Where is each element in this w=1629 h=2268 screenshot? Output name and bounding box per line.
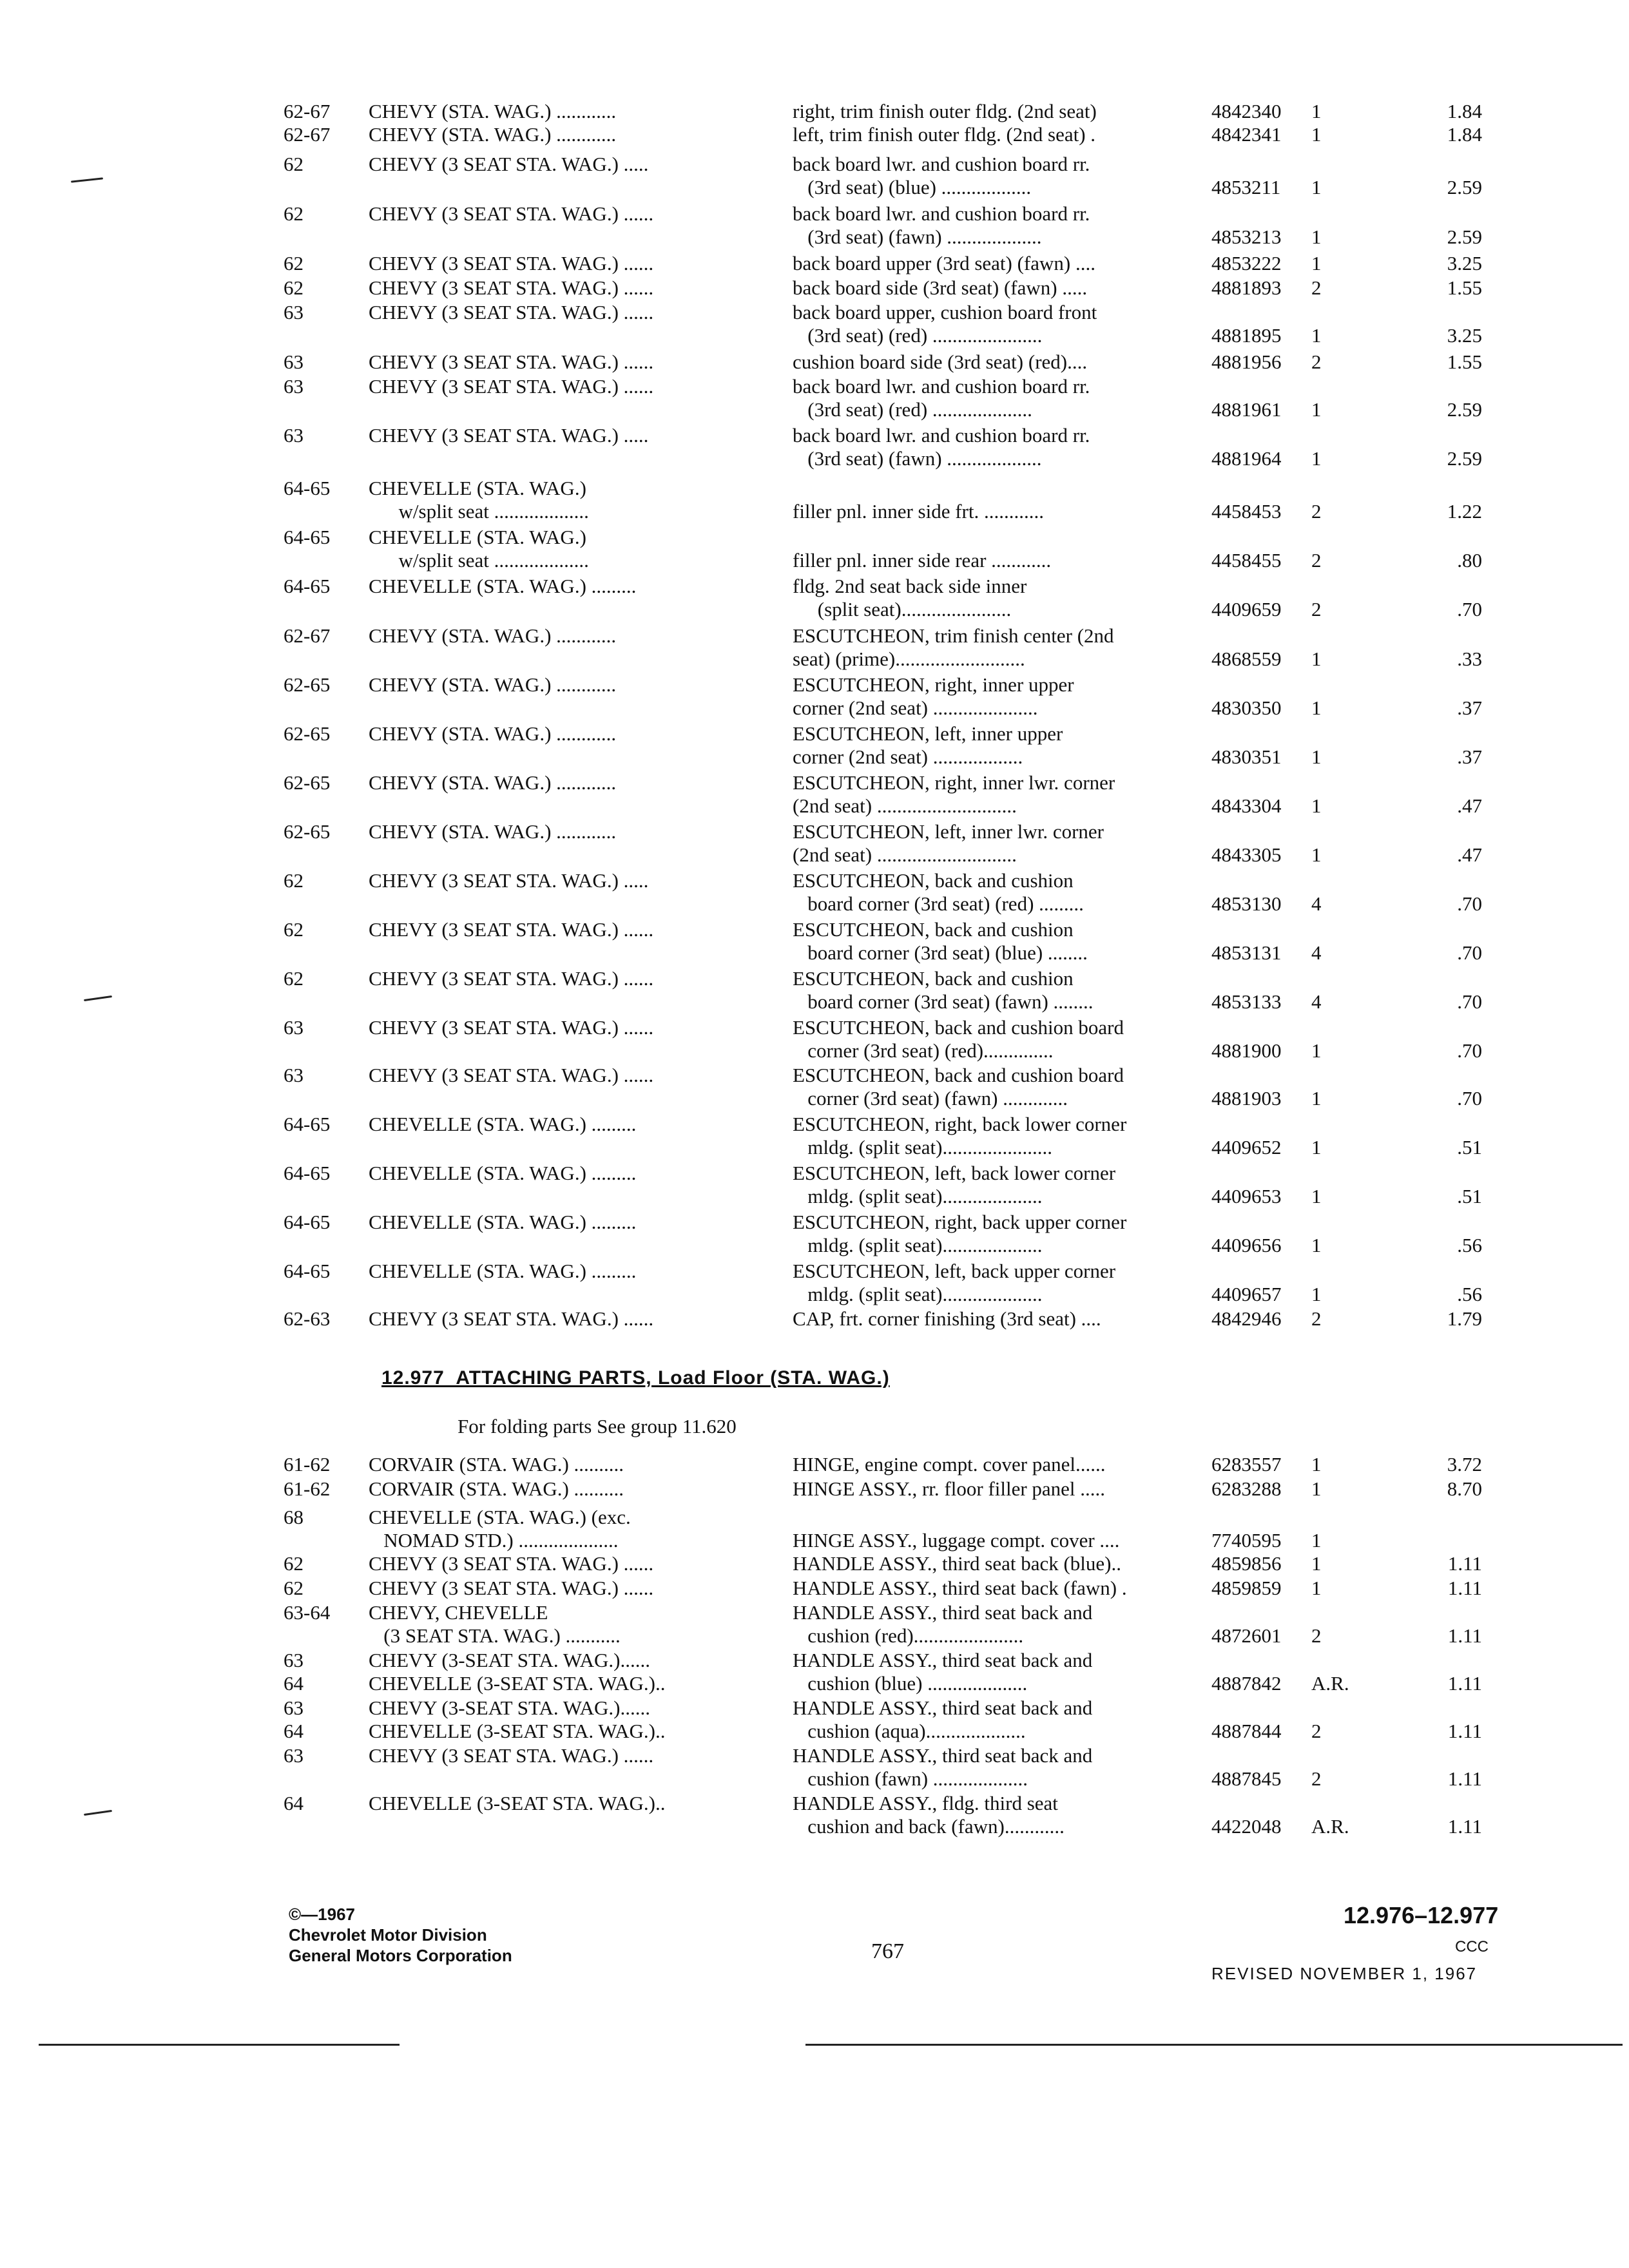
description-cell: ESCUTCHEON, back and cushion board (793, 1016, 1124, 1039)
description-cell: corner (3rd seat) (red).............. (793, 1039, 1054, 1062)
price-cell: 1.84 (1447, 100, 1482, 122)
quantity-cell: 1 (1311, 1136, 1322, 1158)
year-cell: 62-67 (284, 100, 331, 122)
description-cell: mldg. (split seat)...................... (793, 1136, 1052, 1158)
quantity-cell: 2 (1311, 1307, 1322, 1330)
description-cell: ESCUTCHEON, trim finish center (2nd (793, 624, 1114, 647)
year-cell: 63-64 (284, 1601, 331, 1624)
margin-mark (84, 1810, 112, 1816)
quantity-cell: 2 (1311, 500, 1322, 523)
price-cell: 1.55 (1447, 351, 1482, 373)
year-cell: 62 (284, 202, 304, 225)
description-cell: corner (3rd seat) (fawn) ............. (793, 1087, 1068, 1110)
model-cell: CHEVY (3 SEAT STA. WAG.) ...... (369, 1064, 654, 1086)
quantity-cell: 1 (1311, 1185, 1322, 1207)
price-cell: .80 (1457, 549, 1482, 572)
division-name: Chevrolet Motor Division (289, 1925, 487, 1945)
revised-date: REVISED NOVEMBER 1, 1967 (1211, 1964, 1478, 1983)
price-cell: 2.59 (1447, 398, 1482, 421)
price-cell: .70 (1457, 892, 1482, 915)
description-cell: cushion and back (fawn)............ (793, 1815, 1065, 1838)
description-cell: ESCUTCHEON, right, inner lwr. corner (793, 771, 1115, 794)
description-cell: ESCUTCHEON, back and cushion (793, 918, 1074, 941)
quantity-cell: 1 (1311, 697, 1322, 719)
part-number-cell: 4881956 (1211, 351, 1282, 373)
part-number-cell: 4843305 (1211, 843, 1282, 866)
year-cell: 62 (284, 869, 304, 892)
year-cell: 62 (284, 918, 304, 941)
description-cell: filler pnl. inner side frt. ............ (793, 500, 1044, 523)
year-cell: 64-65 (284, 477, 331, 499)
description-cell: (3rd seat) (blue) .................. (793, 176, 1032, 198)
description-cell: cushion (blue) .................... (793, 1672, 1028, 1695)
year-cell: 64 (284, 1720, 304, 1742)
year-cell: 64 (284, 1672, 304, 1695)
part-number-cell: 4881895 (1211, 324, 1282, 347)
price-cell: 3.25 (1447, 252, 1482, 274)
price-cell: 1.11 (1447, 1815, 1482, 1838)
description-cell: ESCUTCHEON, left, inner lwr. corner (793, 820, 1104, 843)
year-cell: 62 (284, 967, 304, 990)
description-cell: (3rd seat) (fawn) ................... (793, 226, 1042, 248)
model-cell: CHEVY (3 SEAT STA. WAG.) ...... (369, 375, 654, 398)
divider-line (39, 2044, 400, 2046)
model-cell: CHEVELLE (3-SEAT STA. WAG.).. (369, 1672, 666, 1695)
description-cell: ESCUTCHEON, right, inner upper (793, 673, 1074, 696)
description-cell: back board lwr. and cushion board rr. (793, 375, 1090, 398)
price-cell: .33 (1457, 648, 1482, 670)
description-cell: ESCUTCHEON, back and cushion (793, 869, 1074, 892)
description-cell: ESCUTCHEON, back and cushion board (793, 1064, 1124, 1086)
price-cell: .51 (1457, 1185, 1482, 1207)
part-number-cell: 4830350 (1211, 697, 1282, 719)
year-cell: 62 (284, 153, 304, 175)
quantity-cell: 4 (1311, 990, 1322, 1013)
divider-line (805, 2044, 1623, 2046)
quantity-cell: 4 (1311, 892, 1322, 915)
price-cell: .56 (1457, 1234, 1482, 1256)
year-cell: 64-65 (284, 1113, 331, 1135)
price-cell: 1.22 (1447, 500, 1482, 523)
part-number-cell: 4881893 (1211, 276, 1282, 299)
model-cell: CHEVY (3 SEAT STA. WAG.) ..... (369, 153, 649, 175)
model-cell: NOMAD STD.) .................... (369, 1529, 619, 1552)
price-cell: 3.25 (1447, 324, 1482, 347)
quantity-cell: 2 (1311, 351, 1322, 373)
model-cell: CHEVELLE (STA. WAG.) (369, 526, 586, 548)
model-cell: (3 SEAT STA. WAG.) ........... (369, 1624, 621, 1647)
description-cell: corner (2nd seat) ..................... (793, 697, 1038, 719)
description-cell: board corner (3rd seat) (blue) ........ (793, 941, 1088, 964)
quantity-cell: A.R. (1311, 1815, 1349, 1838)
year-cell: 63 (284, 375, 304, 398)
part-number-cell: 4458453 (1211, 500, 1282, 523)
model-cell: CHEVY (3 SEAT STA. WAG.) ...... (369, 1577, 654, 1599)
description-cell: back board upper, cushion board front (793, 301, 1097, 323)
model-cell: CORVAIR (STA. WAG.) .......... (369, 1453, 624, 1475)
description-cell: cushion (red)...................... (793, 1624, 1024, 1647)
model-cell: CHEVELLE (STA. WAG.) ......... (369, 1162, 637, 1184)
price-cell: .37 (1457, 697, 1482, 719)
copyright: ©—1967 (289, 1905, 355, 1924)
price-cell: .70 (1457, 1039, 1482, 1062)
part-number-cell: 4422048 (1211, 1815, 1282, 1838)
price-cell: .70 (1457, 1087, 1482, 1110)
model-cell: CHEVY (3 SEAT STA. WAG.) ...... (369, 252, 654, 274)
price-cell: 8.70 (1447, 1477, 1482, 1500)
part-number-cell: 4853133 (1211, 990, 1282, 1013)
year-cell: 63 (284, 1696, 304, 1719)
year-cell: 63 (284, 351, 304, 373)
model-cell: CHEVY (3 SEAT STA. WAG.) ...... (369, 918, 654, 941)
description-cell: (split seat)...................... (793, 598, 1012, 620)
quantity-cell: 1 (1311, 1552, 1322, 1575)
description-cell: ESCUTCHEON, left, back lower corner (793, 1162, 1116, 1184)
part-number-cell: 6283557 (1211, 1453, 1282, 1475)
quantity-cell: 1 (1311, 1477, 1322, 1500)
quantity-cell: 1 (1311, 226, 1322, 248)
model-cell: CHEVY (3 SEAT STA. WAG.) ...... (369, 967, 654, 990)
description-cell: HANDLE ASSY., third seat back (blue).. (793, 1552, 1122, 1575)
group-range: 12.976–12.977 (1344, 1902, 1499, 1928)
margin-mark (71, 177, 103, 182)
quantity-cell: 2 (1311, 276, 1322, 299)
description-cell: back board lwr. and cushion board rr. (793, 424, 1090, 447)
description-cell: HANDLE ASSY., third seat back and (793, 1601, 1093, 1624)
part-number-cell: 4853131 (1211, 941, 1282, 964)
year-cell: 63 (284, 424, 304, 447)
model-cell: CHEVY (STA. WAG.) ............ (369, 820, 617, 843)
year-cell: 64-65 (284, 1162, 331, 1184)
part-number-cell: 4830351 (1211, 745, 1282, 768)
part-number-cell: 4409652 (1211, 1136, 1282, 1158)
description-cell: fldg. 2nd seat back side inner (793, 575, 1027, 597)
description-cell: back board lwr. and cushion board rr. (793, 202, 1090, 225)
year-cell: 64-65 (284, 1260, 331, 1282)
quantity-cell: 1 (1311, 1234, 1322, 1256)
year-cell: 64 (284, 1792, 304, 1814)
price-cell: 1.55 (1447, 276, 1482, 299)
year-cell: 62-67 (284, 123, 331, 146)
description-cell: (3rd seat) (red) ...................... (793, 324, 1043, 347)
price-cell: .37 (1457, 745, 1482, 768)
margin-mark (84, 995, 112, 1001)
section-header: 12.977 ATTACHING PARTS, Load Floor (STA. WAG.) (381, 1367, 890, 1389)
description-cell: ESCUTCHEON, left, inner upper (793, 722, 1063, 745)
part-number-cell: 7740595 (1211, 1529, 1282, 1552)
price-cell: .47 (1457, 794, 1482, 817)
quantity-cell: 2 (1311, 1624, 1322, 1647)
year-cell: 62-65 (284, 673, 331, 696)
quantity-cell: 1 (1311, 794, 1322, 817)
price-cell: .56 (1457, 1283, 1482, 1305)
quantity-cell: 1 (1311, 176, 1322, 198)
model-cell: w/split seat ................... (369, 549, 589, 572)
description-cell: left, trim finish outer fldg. (2nd seat) . (793, 123, 1096, 146)
description-cell: board corner (3rd seat) (red) ......... (793, 892, 1084, 915)
quantity-cell: 1 (1311, 1039, 1322, 1062)
page-number: 767 (871, 1939, 904, 1963)
quantity-cell: 1 (1311, 123, 1322, 146)
quantity-cell: 2 (1311, 1720, 1322, 1742)
part-number-cell: 4842340 (1211, 100, 1282, 122)
model-cell: CHEVELLE (STA. WAG.) ......... (369, 1211, 637, 1233)
model-cell: CHEVY (STA. WAG.) ............ (369, 771, 617, 794)
part-number-cell: 4853222 (1211, 252, 1282, 274)
price-cell: 1.11 (1447, 1552, 1482, 1575)
model-cell: CHEVY (3 SEAT STA. WAG.) ...... (369, 301, 654, 323)
description-cell: HANDLE ASSY., third seat back and (793, 1744, 1093, 1767)
part-number-cell: 4843304 (1211, 794, 1282, 817)
model-cell: CHEVY (3 SEAT STA. WAG.) ...... (369, 276, 654, 299)
model-cell: CHEVY (3 SEAT STA. WAG.) ...... (369, 202, 654, 225)
year-cell: 68 (284, 1506, 304, 1528)
model-cell: CHEVY (STA. WAG.) ............ (369, 722, 617, 745)
model-cell: CHEVY (3 SEAT STA. WAG.) ...... (369, 351, 654, 373)
price-cell: 2.59 (1447, 176, 1482, 198)
description-cell: mldg. (split seat).................... (793, 1185, 1043, 1207)
year-cell: 61-62 (284, 1453, 331, 1475)
year-cell: 64-65 (284, 575, 331, 597)
year-cell: 62-67 (284, 624, 331, 647)
quantity-cell: 1 (1311, 398, 1322, 421)
year-cell: 63 (284, 1649, 304, 1671)
description-cell: HINGE ASSY., rr. floor filler panel ..... (793, 1477, 1106, 1500)
part-number-cell: 4853211 (1211, 176, 1281, 198)
description-cell: HINGE ASSY., luggage compt. cover .... (793, 1529, 1120, 1552)
price-cell: .70 (1457, 941, 1482, 964)
description-cell: HANDLE ASSY., third seat back (fawn) . (793, 1577, 1127, 1599)
year-cell: 63 (284, 1016, 304, 1039)
quantity-cell: 1 (1311, 100, 1322, 122)
quantity-cell: A.R. (1311, 1672, 1349, 1695)
description-cell: ESCUTCHEON, right, back upper corner (793, 1211, 1127, 1233)
model-cell: CHEVELLE (STA. WAG.) (exc. (369, 1506, 631, 1528)
price-cell: .70 (1457, 990, 1482, 1013)
model-cell: CHEVELLE (STA. WAG.) ......... (369, 575, 637, 597)
model-cell: CHEVY (3 SEAT STA. WAG.) ...... (369, 1016, 654, 1039)
quantity-cell: 1 (1311, 1283, 1322, 1305)
description-cell: back board lwr. and cushion board rr. (793, 153, 1090, 175)
part-number-cell: 4409656 (1211, 1234, 1282, 1256)
section-note: For folding parts See group 11.620 (458, 1415, 737, 1437)
description-cell: HANDLE ASSY., third seat back and (793, 1696, 1093, 1719)
price-cell: 1.11 (1447, 1624, 1482, 1647)
year-cell: 62-65 (284, 820, 331, 843)
part-number-cell: 4859856 (1211, 1552, 1282, 1575)
model-cell: CHEVELLE (3-SEAT STA. WAG.).. (369, 1792, 666, 1814)
price-cell: .51 (1457, 1136, 1482, 1158)
description-cell: mldg. (split seat).................... (793, 1234, 1043, 1256)
description-cell: (3rd seat) (red) .................... (793, 398, 1032, 421)
part-number-cell: 4853213 (1211, 226, 1282, 248)
quantity-cell: 1 (1311, 1577, 1322, 1599)
price-cell: .70 (1457, 598, 1482, 620)
price-cell: 1.11 (1447, 1577, 1482, 1599)
description-cell: mldg. (split seat).................... (793, 1283, 1043, 1305)
quantity-cell: 4 (1311, 941, 1322, 964)
part-number-cell: 4859859 (1211, 1577, 1282, 1599)
price-cell: .47 (1457, 843, 1482, 866)
quantity-cell: 1 (1311, 745, 1322, 768)
year-cell: 64-65 (284, 1211, 331, 1233)
description-cell: cushion board side (3rd seat) (red).... (793, 351, 1088, 373)
part-number-cell: 4881964 (1211, 447, 1282, 470)
description-cell: board corner (3rd seat) (fawn) ........ (793, 990, 1094, 1013)
model-cell: CHEVY (3-SEAT STA. WAG.)...... (369, 1649, 650, 1671)
part-number-cell: 4409659 (1211, 598, 1282, 620)
price-cell: 2.59 (1447, 226, 1482, 248)
model-cell: w/split seat ................... (369, 500, 589, 523)
quantity-cell: 1 (1311, 1087, 1322, 1110)
price-cell: 2.59 (1447, 447, 1482, 470)
price-cell: 1.11 (1447, 1720, 1482, 1742)
model-cell: CHEVY (3 SEAT STA. WAG.) ...... (369, 1552, 654, 1575)
description-cell: back board side (3rd seat) (fawn) ..... (793, 276, 1088, 299)
description-cell: ESCUTCHEON, right, back lower corner (793, 1113, 1127, 1135)
year-cell: 63 (284, 1064, 304, 1086)
year-cell: 62 (284, 252, 304, 274)
description-cell: filler pnl. inner side rear ............ (793, 549, 1052, 572)
part-number-cell: 4853130 (1211, 892, 1282, 915)
quantity-cell: 2 (1311, 1767, 1322, 1790)
part-number-cell: 4409653 (1211, 1185, 1282, 1207)
price-cell: 1.79 (1447, 1307, 1482, 1330)
description-cell: ESCUTCHEON, left, back upper corner (793, 1260, 1116, 1282)
description-cell: (2nd seat) ............................ (793, 794, 1017, 817)
quantity-cell: 2 (1311, 549, 1322, 572)
model-cell: CHEVY (STA. WAG.) ............ (369, 624, 617, 647)
description-cell: cushion (fawn) ................... (793, 1767, 1028, 1790)
price-cell: 3.72 (1447, 1453, 1482, 1475)
year-cell: 63 (284, 301, 304, 323)
model-cell: CHEVY (3-SEAT STA. WAG.)...... (369, 1696, 650, 1719)
model-cell: CHEVY (3 SEAT STA. WAG.) ...... (369, 1744, 654, 1767)
part-number-cell: 4887842 (1211, 1672, 1282, 1695)
part-number-cell: 6283288 (1211, 1477, 1282, 1500)
model-cell: CHEVY, CHEVELLE (369, 1601, 548, 1624)
quantity-cell: 1 (1311, 1453, 1322, 1475)
description-cell: ESCUTCHEON, back and cushion (793, 967, 1074, 990)
model-cell: CORVAIR (STA. WAG.) .......... (369, 1477, 624, 1500)
price-cell: 1.84 (1447, 123, 1482, 146)
quantity-cell: 1 (1311, 447, 1322, 470)
model-cell: CHEVELLE (3-SEAT STA. WAG.).. (369, 1720, 666, 1742)
year-cell: 62-65 (284, 722, 331, 745)
part-number-cell: 4458455 (1211, 549, 1282, 572)
price-cell: 1.11 (1447, 1672, 1482, 1695)
year-cell: 62 (284, 1552, 304, 1575)
part-number-cell: 4868559 (1211, 648, 1282, 670)
year-cell: 62 (284, 276, 304, 299)
description-cell: (3rd seat) (fawn) ................... (793, 447, 1042, 470)
quantity-cell: 1 (1311, 843, 1322, 866)
part-number-cell: 4887845 (1211, 1767, 1282, 1790)
part-number-cell: 4881961 (1211, 398, 1282, 421)
model-cell: CHEVY (3 SEAT STA. WAG.) ...... (369, 1307, 654, 1330)
model-cell: CHEVY (3 SEAT STA. WAG.) ..... (369, 424, 649, 447)
model-cell: CHEVELLE (STA. WAG.) (369, 477, 586, 499)
corporation-name: General Motors Corporation (289, 1946, 512, 1965)
part-number-cell: 4409657 (1211, 1283, 1282, 1305)
model-cell: CHEVELLE (STA. WAG.) ......... (369, 1260, 637, 1282)
quantity-cell: 2 (1311, 598, 1322, 620)
part-number-cell: 4887844 (1211, 1720, 1282, 1742)
description-cell: seat) (prime).......................... (793, 648, 1025, 670)
model-cell: CHEVY (STA. WAG.) ............ (369, 123, 617, 146)
quantity-cell: 1 (1311, 648, 1322, 670)
price-cell: 1.11 (1447, 1767, 1482, 1790)
description-cell: HANDLE ASSY., fldg. third seat (793, 1792, 1058, 1814)
year-cell: 63 (284, 1744, 304, 1767)
model-cell: CHEVY (STA. WAG.) ............ (369, 673, 617, 696)
part-number-cell: 4842946 (1211, 1307, 1282, 1330)
part-number-cell: 4881903 (1211, 1087, 1282, 1110)
year-cell: 62 (284, 1577, 304, 1599)
description-cell: back board upper (3rd seat) (fawn) .... (793, 252, 1095, 274)
model-cell: CHEVELLE (STA. WAG.) ......... (369, 1113, 637, 1135)
quantity-cell: 1 (1311, 252, 1322, 274)
year-cell: 62-65 (284, 771, 331, 794)
description-cell: (2nd seat) ............................ (793, 843, 1017, 866)
description-cell: corner (2nd seat) .................. (793, 745, 1023, 768)
year-cell: 64-65 (284, 526, 331, 548)
part-number-cell: 4842341 (1211, 123, 1282, 146)
quantity-cell: 1 (1311, 324, 1322, 347)
year-cell: 62-63 (284, 1307, 331, 1330)
year-cell: 61-62 (284, 1477, 331, 1500)
description-cell: right, trim finish outer fldg. (2nd seat) (793, 100, 1097, 122)
model-cell: CHEVY (STA. WAG.) ............ (369, 100, 617, 122)
description-cell: HANDLE ASSY., third seat back and (793, 1649, 1093, 1671)
description-cell: CAP, frt. corner finishing (3rd seat) .... (793, 1307, 1101, 1330)
quantity-cell: 1 (1311, 1529, 1322, 1552)
description-cell: cushion (aqua).................... (793, 1720, 1026, 1742)
part-number-cell: 4881900 (1211, 1039, 1282, 1062)
part-number-cell: 4872601 (1211, 1624, 1282, 1647)
model-cell: CHEVY (3 SEAT STA. WAG.) ..... (369, 869, 649, 892)
code-mark: CCC (1455, 1938, 1489, 1956)
description-cell: HINGE, engine compt. cover panel...... (793, 1453, 1106, 1475)
